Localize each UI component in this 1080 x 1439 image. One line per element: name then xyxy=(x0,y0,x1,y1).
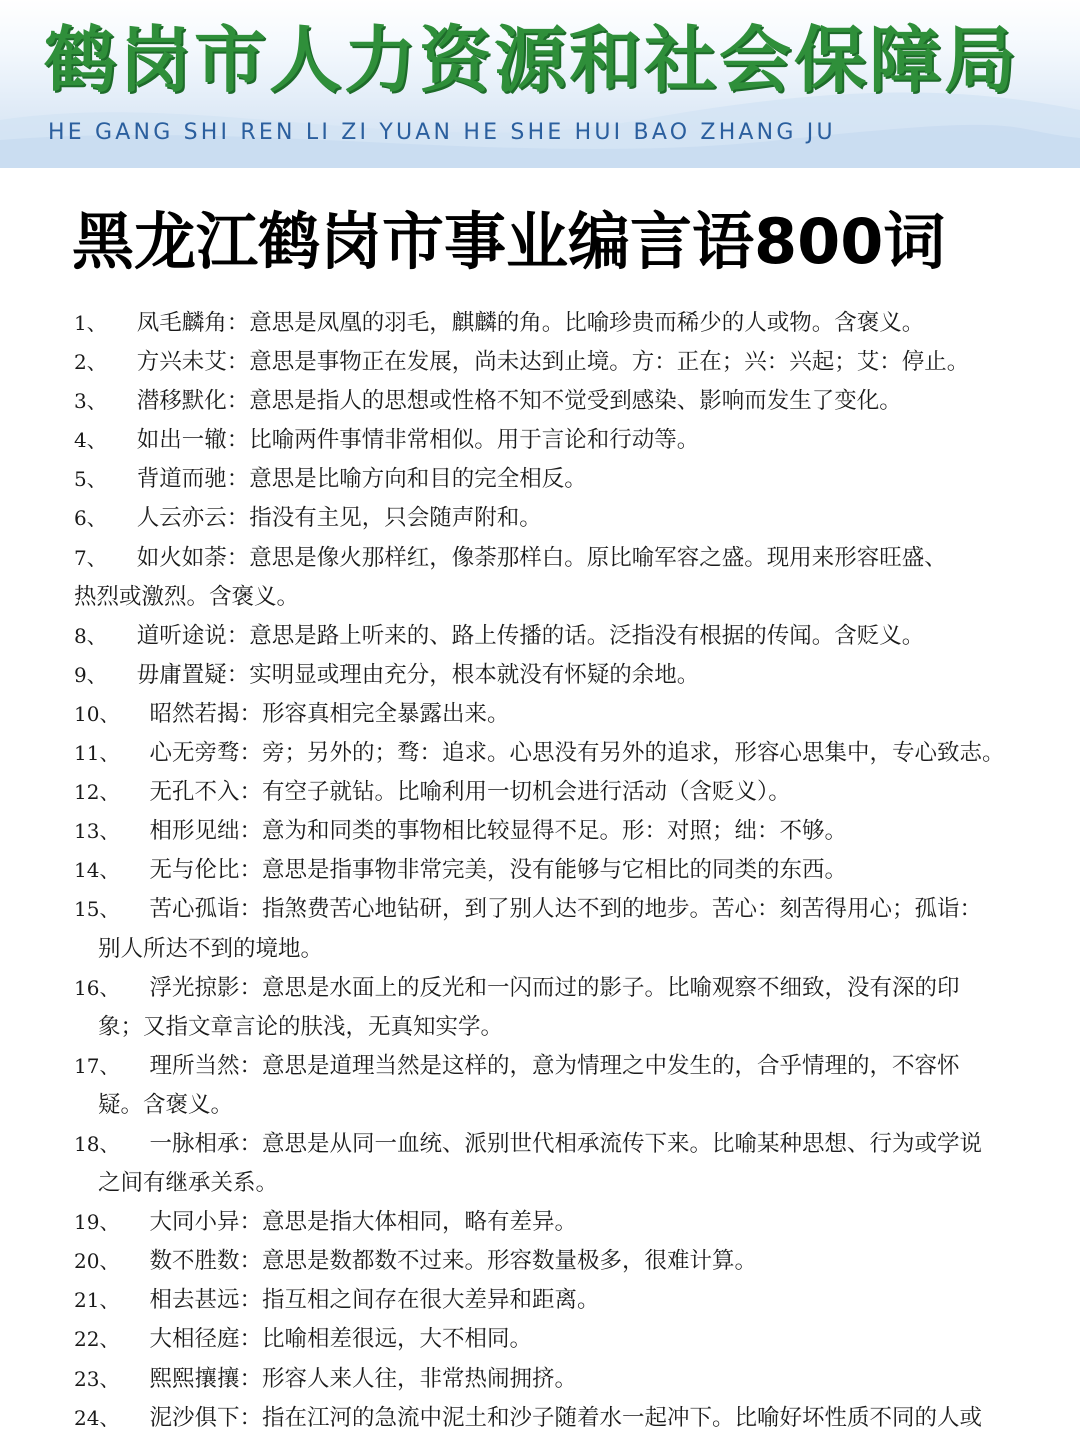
item-text: 苦心孤诣：指煞费苦心地钻研，到了别人达不到的地步。苦心：刻苦得用心；孤诣： xyxy=(149,896,982,923)
item-text: 相形见绌：意为和同类的事物相比较显得不足。形：对照；绌：不够。 xyxy=(149,818,847,845)
item-number: 2、 xyxy=(74,350,107,375)
item-text: 心无旁骛：旁；另外的；骛：追求。心思没有另外的追求，形容心思集中，专心致志。 xyxy=(149,740,1005,767)
list-item xyxy=(74,1320,1014,1359)
list-item-continuation xyxy=(74,578,1014,617)
item-text: 泥沙俱下：指在江河的急流中泥土和沙子随着水一起冲下。比喻好坏性质不同的人或 xyxy=(149,1404,982,1431)
list-item xyxy=(74,343,1014,382)
item-text: 熙熙攘攘：形容人来人往，非常热闹拥挤。 xyxy=(149,1365,577,1392)
item-text: 毋庸置疑：实明显或理由充分，根本就没有怀疑的余地。 xyxy=(136,661,700,688)
item-text: 人云亦云：指没有主见，只会随声附和。 xyxy=(136,505,542,532)
list-item xyxy=(74,1360,1014,1399)
item-text: 相去甚远：指互相之间存在很大差异和距离。 xyxy=(149,1287,600,1314)
item-number: 3、 xyxy=(74,389,107,414)
item-text: 道听途说：意思是路上听来的、路上传播的话。泛指没有根据的传闻。含贬义。 xyxy=(136,622,925,649)
item-number: 23、 xyxy=(74,1366,120,1391)
list-item xyxy=(74,1281,1014,1320)
item-text: 疑。含褒义。 xyxy=(98,1091,234,1118)
item-number: 8、 xyxy=(74,623,107,648)
item-number: 13、 xyxy=(74,819,120,844)
list-item xyxy=(74,734,1014,773)
item-text: 浮光掠影：意思是水面上的反光和一闪而过的影子。比喻观察不细致，没有深的印 xyxy=(149,974,960,1001)
list-item-continuation xyxy=(74,1164,1014,1203)
list-item xyxy=(74,969,1014,1008)
list-item-continuation xyxy=(74,1008,1014,1047)
item-text: 潜移默化：意思是指人的思想或性格不知不觉受到感染、影响而发生了变化。 xyxy=(136,388,902,415)
item-number: 10、 xyxy=(74,701,120,726)
item-text: 之间有继承关系。 xyxy=(98,1170,279,1197)
list-item xyxy=(74,304,1014,343)
item-number: 16、 xyxy=(74,975,120,1000)
item-text: 理所当然：意思是道理当然是这样的，意为情理之中发生的，合乎情理的，不容怀 xyxy=(149,1052,960,1079)
list-item xyxy=(74,656,1014,695)
item-text: 无与伦比：意思是指事物非常完美，没有能够与它相比的同类的东西。 xyxy=(149,857,847,884)
item-number: 20、 xyxy=(74,1249,120,1274)
item-number: 19、 xyxy=(74,1210,120,1235)
item-number: 11、 xyxy=(74,741,120,766)
list-item xyxy=(74,695,1014,734)
item-number: 5、 xyxy=(74,467,107,492)
list-item xyxy=(74,1242,1014,1281)
list-item-continuation xyxy=(74,1086,1014,1125)
list-item-continuation xyxy=(74,930,1014,969)
list-item xyxy=(74,421,1014,460)
list-item xyxy=(74,382,1014,421)
item-number: 17、 xyxy=(74,1053,120,1078)
item-text: 大相径庭：比喻相差很远，大不相同。 xyxy=(149,1326,532,1353)
item-text: 别人所达不到的境地。 xyxy=(98,935,324,962)
item-number: 6、 xyxy=(74,506,107,531)
list-item xyxy=(74,1125,1014,1164)
item-number: 18、 xyxy=(74,1131,120,1156)
item-text: 背道而驰：意思是比喻方向和目的完全相反。 xyxy=(136,466,587,493)
item-text: 一脉相承：意思是从同一血统、派别世代相承流传下来。比喻某种思想、行为或学说 xyxy=(149,1130,982,1157)
item-number: 24、 xyxy=(74,1405,120,1430)
list-item xyxy=(74,539,1014,578)
item-text: 昭然若揭：形容真相完全暴露出来。 xyxy=(149,700,510,727)
banner-pinyin: HE GANG SHI REN LI ZI YUAN HE SHE HUI BAO ZHANG JU xyxy=(48,120,836,145)
list-item xyxy=(74,499,1014,538)
item-number: 12、 xyxy=(74,780,120,805)
list-item xyxy=(74,460,1014,499)
item-text: 如出一辙：比喻两件事情非常相似。用于言论和行动等。 xyxy=(136,427,700,454)
item-text: 象；又指文章言论的肤浅，无真知实学。 xyxy=(98,1013,504,1040)
item-number: 15、 xyxy=(74,897,120,922)
vocabulary-list xyxy=(74,304,1014,1438)
item-text: 大同小异：意思是指大体相同，略有差异。 xyxy=(149,1209,577,1236)
list-item xyxy=(74,1047,1014,1086)
list-item xyxy=(74,890,1014,929)
item-number: 1、 xyxy=(74,311,107,335)
list-item xyxy=(74,1203,1014,1242)
list-item xyxy=(74,851,1014,890)
banner-title: 鹤岗市人力资源和社会保障局 xyxy=(44,18,1020,102)
item-number: 14、 xyxy=(74,858,120,883)
item-number: 21、 xyxy=(74,1288,120,1313)
item-text: 无孔不入：有空子就钻。比喻利用一切机会进行活动（含贬义）。 xyxy=(149,779,791,806)
item-number: 22、 xyxy=(74,1327,120,1352)
item-text: 热烈或激烈。含褒义。 xyxy=(74,583,300,610)
item-text: 凤毛麟角：意思是凤凰的羽毛，麒麟的角。比喻珍贵而稀少的人或物。含褒义。 xyxy=(136,310,925,336)
header-banner xyxy=(0,0,1080,168)
list-item xyxy=(74,1399,1014,1438)
list-item xyxy=(74,617,1014,656)
item-text: 方兴未艾：意思是事物正在发展，尚未达到止境。方：正在；兴：兴起；艾：停止。 xyxy=(136,349,970,376)
list-item xyxy=(74,773,1014,812)
item-number: 7、 xyxy=(74,545,107,570)
item-text: 如火如荼：意思是像火那样红，像荼那样白。原比喻军容之盛。现用来形容旺盛、 xyxy=(136,544,947,571)
document-title: 黑龙江鹤岗市事业编言语800词 xyxy=(72,205,946,278)
item-text: 数不胜数：意思是数都数不过来。形容数量极多，很难计算。 xyxy=(149,1248,757,1275)
item-number: 4、 xyxy=(74,428,107,453)
list-item xyxy=(74,812,1014,851)
item-number: 9、 xyxy=(74,662,107,687)
